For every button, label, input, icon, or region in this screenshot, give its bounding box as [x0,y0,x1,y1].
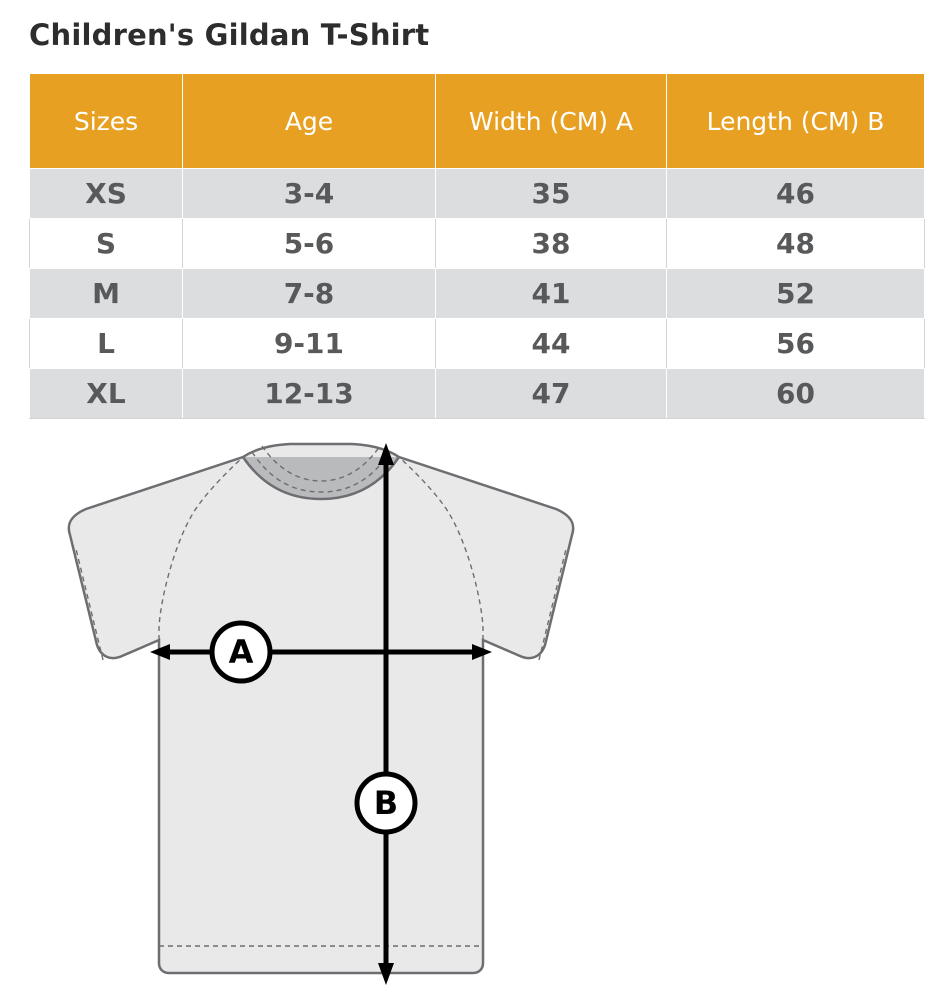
table-row [30,169,925,219]
column-header-sizes: Sizes [30,74,183,169]
cell-size: XL [30,369,183,419]
column-header-width: Width (CM) A [436,74,667,169]
tshirt-measurement-diagram [0,425,940,1007]
cell-width: 41 [436,269,667,319]
cell-size: M [30,269,183,319]
table-body [30,169,925,419]
table-header [30,74,925,169]
cell-length: 60 [667,369,925,419]
cell-size: L [30,319,183,369]
cell-age: 3-4 [183,169,436,219]
table-row [30,319,925,369]
tshirt-illustration [69,444,573,973]
table-row [30,269,925,319]
page-title: Children's Gildan T-Shirt [29,18,430,52]
cell-length: 52 [667,269,925,319]
cell-width: 35 [436,169,667,219]
column-header-length: Length (CM) B [667,74,925,169]
cell-age: 9-11 [183,319,436,369]
column-header-age: Age [183,74,436,169]
width-marker-label: A [228,633,254,671]
length-marker-label: B [373,784,399,822]
table-row [30,369,925,419]
cell-length: 56 [667,319,925,369]
size-table [29,73,925,419]
cell-width: 38 [436,219,667,269]
cell-length: 46 [667,169,925,219]
cell-size: XS [30,169,183,219]
cell-length: 48 [667,219,925,269]
cell-age: 7-8 [183,269,436,319]
cell-size: S [30,219,183,269]
cell-age: 5-6 [183,219,436,269]
cell-width: 47 [436,369,667,419]
cell-width: 44 [436,319,667,369]
table-row [30,219,925,269]
cell-age: 12-13 [183,369,436,419]
tshirt-body [69,444,573,973]
table-header-row [30,74,925,169]
